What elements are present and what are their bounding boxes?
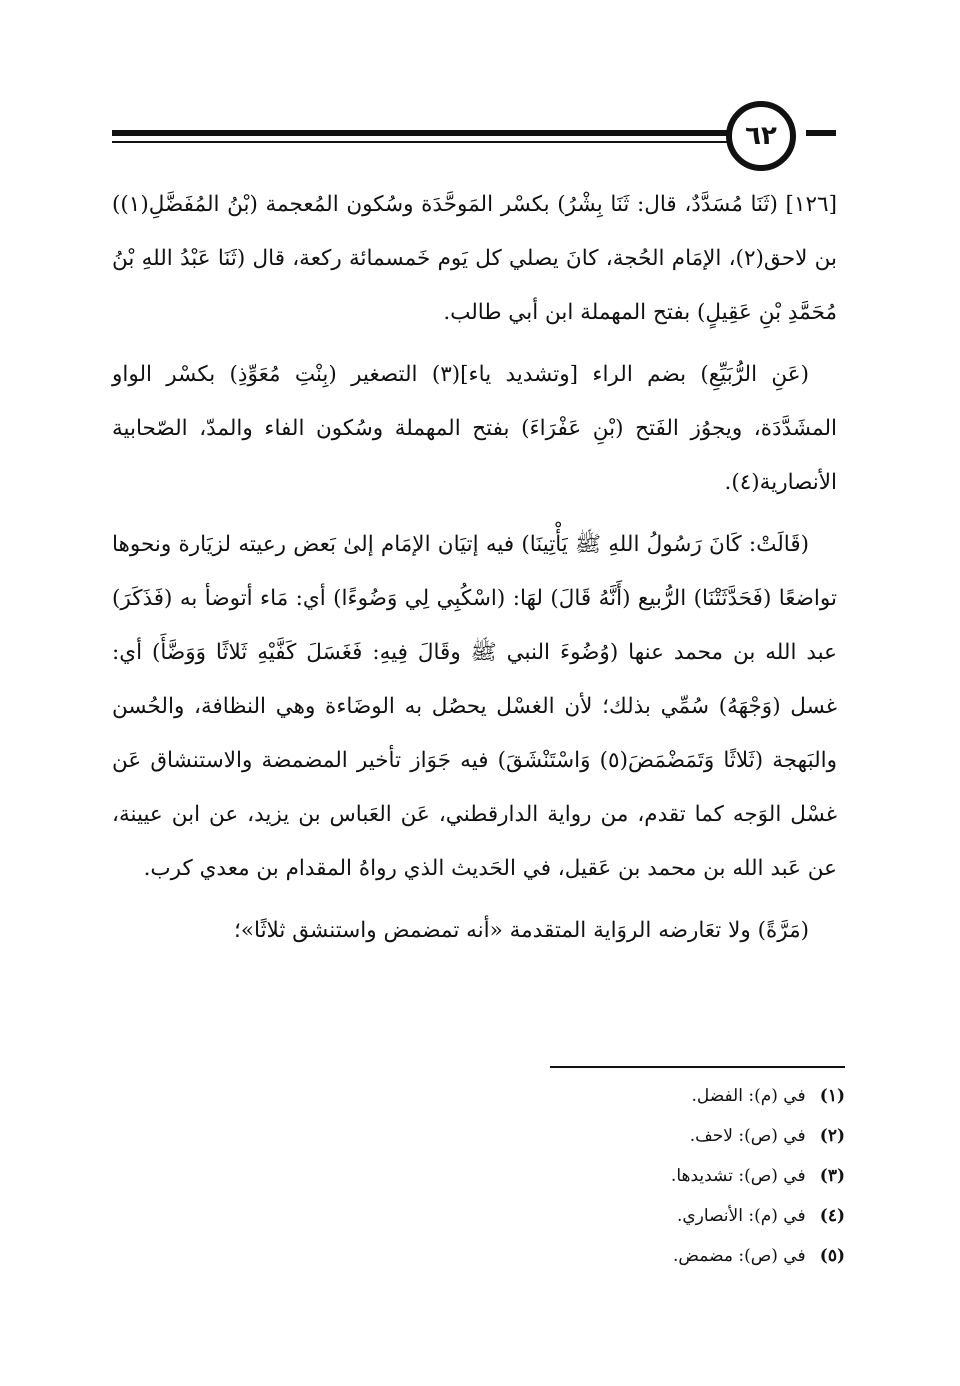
paragraph: (عَنِ الرُّبَيِّعِ) بضم الراء [وتشديد ياء](٣) التصغير (بِنْتِ مُعَوِّذِ) بكسْر الواو المشَدَّدَة، ويجوُز الفَتح (بْنِ عَفْرَاءَ) بفتح المهملة وسُكون الفاء والمدّ، الصّحابية الأنصارية(٤).	[112, 362, 837, 495]
footnote-text: في (ص): مضمض.	[673, 1246, 806, 1266]
footnote-text: في (م): الفضل.	[691, 1086, 806, 1106]
page-number: ٦٢	[726, 101, 796, 171]
footnote-number: (٤)	[819, 1206, 845, 1226]
footnote-text: في (ص): لاحف.	[689, 1126, 806, 1146]
header-rule	[112, 130, 727, 136]
footnote	[520, 1076, 845, 1116]
page-header	[0, 0, 960, 170]
main-text	[112, 178, 837, 966]
footnote	[520, 1116, 845, 1156]
footnotes	[520, 1076, 845, 1276]
footnote	[520, 1156, 845, 1196]
footnote-divider	[550, 1066, 845, 1068]
footnote-text: في (م): الأنصاري.	[676, 1206, 806, 1226]
footnote-number: (١)	[819, 1086, 845, 1106]
footnote	[520, 1196, 845, 1236]
paragraph: (قَالَتْ: كَانَ رَسُولُ اللهِ ﷺ يَأْتِينَا) فيه إتيَان الإمَام إلىٰ بَعض رعيته لزيَارة ونحوها تواضعًا (فَحَدَّثَتْنَا) الرُّبيع (أَنَّهُ قَالَ) لهَا: (اسْكُبِي لِي وَضُوءًا) أي: مَاء أتوضأ به (فَذَكَرَ) عبد الله بن محمد عنها (وُضُوءَ النبي ﷺ وقَالَ فِيهِ: فَغَسَلَ كَفَّيْهِ ثَلاثًا وَوَضَّأَ) أي: غسل (وَجْهَهُ) سُمِّي بذلك؛ لأن الغسْل يحصُل به الوضَاءة وهي النظافة، والحُسن والبَهجة (ثَلاثًا وَتَمَضْمَضَ(٥) وَاسْتَنْشَقَ) فيه جَوَاز تأخير المضمضة والاستنشاق عَن غسْل الوَجه كما تقدم، من رواية الدارقطني، عَن العَباس بن يزيد، عن ابن عيينة، عن عَبد الله بن محمد بن عَقيل، في الحَديث الذي رواهُ المقدام بن معدي كرب.	[112, 532, 837, 881]
footnote-number: (٢)	[819, 1126, 845, 1146]
header-rule-thin	[112, 141, 727, 143]
footnote-number: (٥)	[819, 1246, 845, 1266]
footnote-text: في (ص): تشديدها.	[670, 1166, 806, 1186]
paragraph: [١٢٦] (ثَنَا مُسَدَّدٌ، قال: ثَنَا بِشْرُ) بكسْر المَوحَّدَة وسُكون المُعجمة (بْنُ المُفَضَّلِ(١)) بن لاحق(٢)، الإمَام الحُجة، كانَ يصلي كل يَوم خَمسمائة ركعة، قال (ثَنَا عَبْدُ اللهِ بْنُ مُحَمَّدِ بْنِ عَقِيلٍ) بفتح المهملة ابن أبي طالب.	[112, 192, 837, 325]
footnote-number: (٣)	[819, 1166, 845, 1186]
header-rule-right	[806, 130, 836, 136]
footnote	[520, 1236, 845, 1276]
paragraph: (مَرَّةً) ولا تعَارضه الروَاية المتقدمة «أنه تمضمض واستنشق ثلاثًا»؛	[234, 918, 809, 943]
